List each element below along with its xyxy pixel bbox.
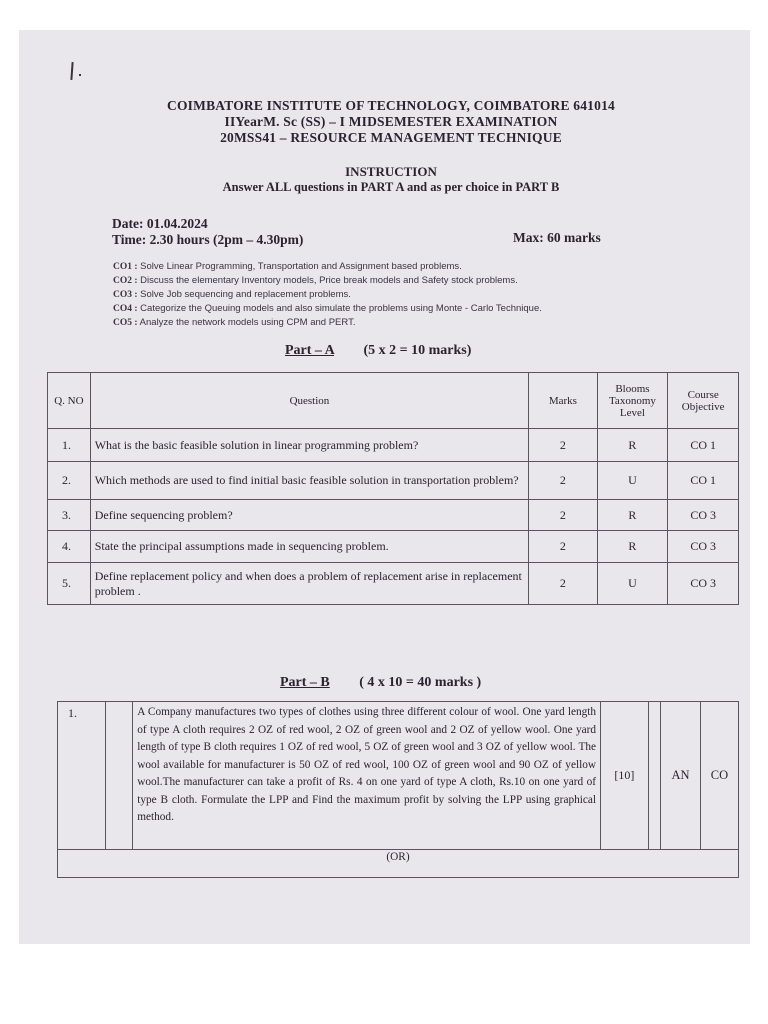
- exam-name: IIYearM. Sc (SS) – I MIDSEMESTER EXAMINATION: [224, 114, 558, 129]
- question-marks: 2: [529, 429, 597, 462]
- exam-date: Date: 01.04.2024: [112, 216, 208, 231]
- part-b-title: [280, 675, 481, 691]
- or-row: [58, 850, 739, 878]
- course-outcome: CO5 : Analyze the network models using CPM and PERT.: [113, 317, 356, 328]
- question-text: State the principal assumptions made in sequencing problem.: [90, 531, 528, 563]
- question-marks: 2: [529, 462, 597, 500]
- blank-column: [105, 702, 133, 850]
- course-name: 20MSS41 – RESOURCE MANAGEMENT TECHNIQUE: [220, 130, 562, 145]
- question-marks: 2: [529, 563, 597, 605]
- question-level: U: [597, 563, 668, 605]
- exam-time: Time: 2.30 hours (2pm – 4.30pm): [112, 232, 304, 247]
- question-text: What is the basic feasible solution in linear programming problem?: [90, 429, 528, 462]
- table-row: [48, 462, 739, 500]
- pen-dot: [79, 74, 81, 76]
- instruction-title: INSTRUCTION: [345, 164, 437, 179]
- question-level: U: [597, 462, 668, 500]
- instruction-text: Answer ALL questions in PART A and as per choice in PART B: [222, 180, 560, 194]
- question-level: R: [597, 429, 668, 462]
- question-co: CO 3: [668, 500, 739, 531]
- table-row: [48, 563, 739, 605]
- max-marks: Max: 60 marks: [513, 230, 601, 245]
- part-a-marks: (5 x 2 = 10 marks): [363, 343, 472, 358]
- question-level: AN: [661, 702, 701, 850]
- or-separator: (OR): [58, 850, 739, 878]
- question-number: 3.: [48, 500, 91, 531]
- course-outcome: CO4 : Categorize the Queuing models and also simulate the problems using Monte - Carlo Technique.: [113, 303, 542, 314]
- question-text: Define replacement policy and when does a problem of replacement arise in replacement problem .: [90, 563, 528, 605]
- table-row: [48, 500, 739, 531]
- part-a-title: [285, 343, 471, 359]
- table-row: [48, 531, 739, 563]
- part-b-marks: ( 4 x 10 = 40 marks ): [359, 675, 482, 690]
- question-number: 4.: [48, 531, 91, 563]
- question-co: CO 3: [668, 563, 739, 605]
- question-text: Define sequencing problem?: [90, 500, 528, 531]
- header-blooms: Blooms Taxonomy Level: [597, 373, 668, 429]
- table-row: [48, 429, 739, 462]
- part-a-label: Part – A: [285, 343, 334, 358]
- question-co: CO 1: [668, 429, 739, 462]
- header-qno: Q. NO: [48, 373, 91, 429]
- institute-name: COIMBATORE INSTITUTE OF TECHNOLOGY, COIMBATORE 641014: [167, 98, 615, 113]
- question-co: CO 3: [668, 531, 739, 563]
- header-marks: Marks: [529, 373, 597, 429]
- part-b-label: Part – B: [280, 675, 330, 690]
- table-row: [58, 702, 739, 850]
- question-co: CO 1: [668, 462, 739, 500]
- table-header-row: [48, 373, 739, 429]
- part-b-table: [57, 701, 739, 878]
- question-level: R: [597, 500, 668, 531]
- course-outcome: CO3 : Solve Job sequencing and replacement problems.: [113, 289, 351, 300]
- exam-paper: [19, 30, 750, 944]
- header-course-objective: Course Objective: [668, 373, 739, 429]
- question-co: CO: [700, 702, 738, 850]
- question-marks: 2: [529, 500, 597, 531]
- question-number: 1.: [48, 429, 91, 462]
- question-number: 2.: [48, 462, 91, 500]
- blank-column: [648, 702, 660, 850]
- part-a-table: [47, 372, 739, 605]
- question-number: 5.: [48, 563, 91, 605]
- course-outcome: CO1 : Solve Linear Programming, Transportation and Assignment based problems.: [113, 261, 462, 272]
- pen-mark: [70, 62, 73, 80]
- question-number: 1.: [58, 702, 106, 850]
- course-outcome: CO2 : Discuss the elementary Inventory models, Price break models and Safety stock problems.: [113, 275, 518, 286]
- question-marks: 2: [529, 531, 597, 563]
- question-level: R: [597, 531, 668, 563]
- question-text: A Company manufactures two types of clothes using three different colour of wool. One yard length of type A cloth requires 2 OZ of red wool, 2 OZ of green wool and 2 OZ of yellow wool. One yard length of type B cloth requires 1 OZ of red wool, 5 OZ of green wool and 3 OZ of yellow wool. The wool available for manufacturer is 50 OZ of red wool, 100 OZ of green wool and 90 OZ of yellow wool.The manufacturer can take a profit of Rs. 4 on one yard of type A cloth, Rs.10 on one yard of type B cloth. Formulate the LPP and Find the maximum profit by solving the LPP using graphical method.: [133, 702, 601, 850]
- question-marks: [10]: [601, 702, 649, 850]
- question-text: Which methods are used to find initial basic feasible solution in transportation problem?: [90, 462, 528, 500]
- header-question: Question: [90, 373, 528, 429]
